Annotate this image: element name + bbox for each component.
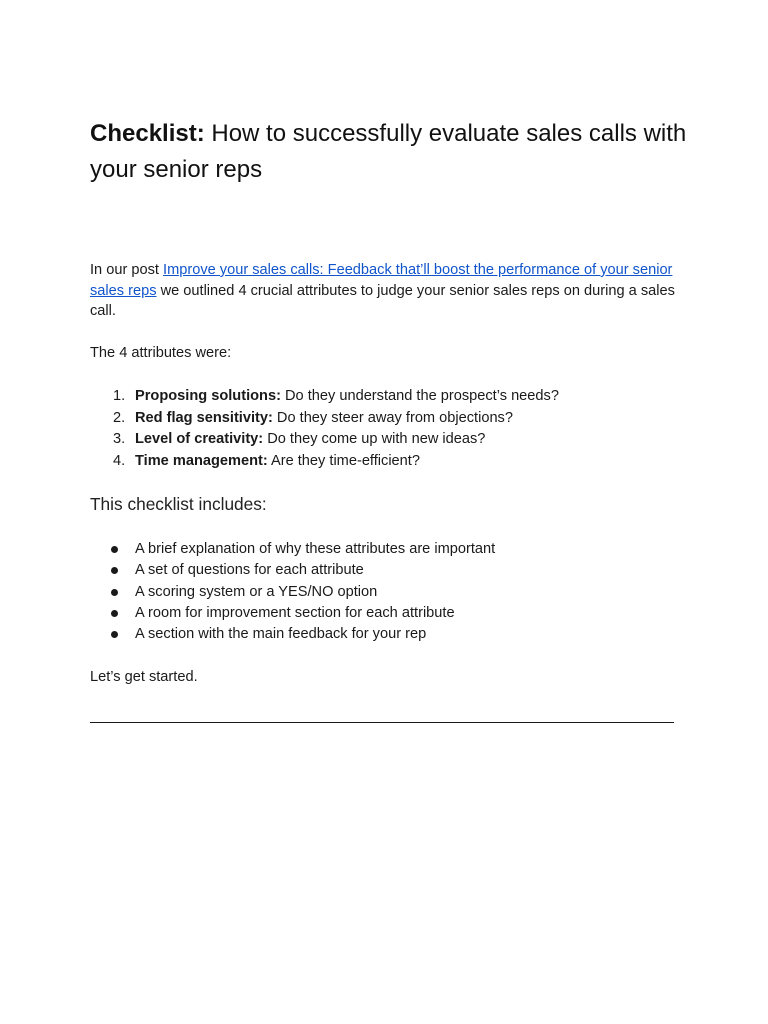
list-number: 3. <box>113 431 126 447</box>
intro-paragraph <box>90 260 682 322</box>
bullet-icon <box>111 589 118 596</box>
attribute-label: Level of creativity: <box>135 431 264 447</box>
bullet-icon <box>111 567 118 574</box>
closing-text: Let’s get started. <box>90 669 198 685</box>
list-item-text: A set of questions for each attribute <box>135 562 364 579</box>
list-item <box>90 582 690 603</box>
list-item-text: A brief explanation of why these attributes are important <box>135 541 496 557</box>
list-item <box>90 624 690 645</box>
list-item <box>90 451 690 473</box>
attribute-question: Do they steer away from objections? <box>272 409 513 426</box>
attribute-question: Do they understand the prospect’s needs? <box>280 388 559 404</box>
bullet-icon <box>111 631 118 638</box>
intro-prefix: In our post <box>90 262 164 278</box>
attribute-label: Proposing solutions: <box>135 388 281 404</box>
title-label: Checklist: <box>90 120 205 147</box>
list-item-text: A room for improvement section for each attribute <box>135 604 455 621</box>
intro-suffix: we outlined 4 crucial attributes to judge your senior sales reps on during a sales call. <box>90 282 675 319</box>
attribute-question: Are they time-efficient? <box>267 452 420 469</box>
post-link[interactable]: Improve your sales calls: Feedback that’ll boost the performance of your senior sales reps <box>90 262 673 299</box>
list-item <box>90 408 690 430</box>
list-item <box>90 429 690 451</box>
bullet-icon <box>111 610 118 617</box>
list-item <box>90 603 690 624</box>
page-title <box>90 116 690 188</box>
list-item <box>90 539 690 560</box>
attributes-lead: The 4 attributes were: <box>90 345 232 361</box>
list-item-text: A section with the main feedback for your rep <box>135 626 427 643</box>
bullet-icon <box>111 546 118 553</box>
attribute-question: Do they come up with new ideas? <box>263 431 486 447</box>
list-number: 1. <box>113 388 126 404</box>
horizontal-divider <box>90 722 674 723</box>
list-item <box>90 386 690 408</box>
attributes-list <box>90 386 690 472</box>
attribute-label: Time management: <box>135 452 268 469</box>
list-item-text: A scoring system or a YES/NO option <box>135 583 378 600</box>
list-item <box>90 560 690 581</box>
title-text: How to successfully evaluate sales calls with your senior reps <box>90 120 687 183</box>
list-number: 2. <box>113 409 126 426</box>
includes-heading: This checklist includes: <box>90 494 267 514</box>
attribute-label: Red flag sensitivity: <box>135 409 273 426</box>
includes-list <box>90 539 690 645</box>
list-number: 4. <box>113 452 126 469</box>
